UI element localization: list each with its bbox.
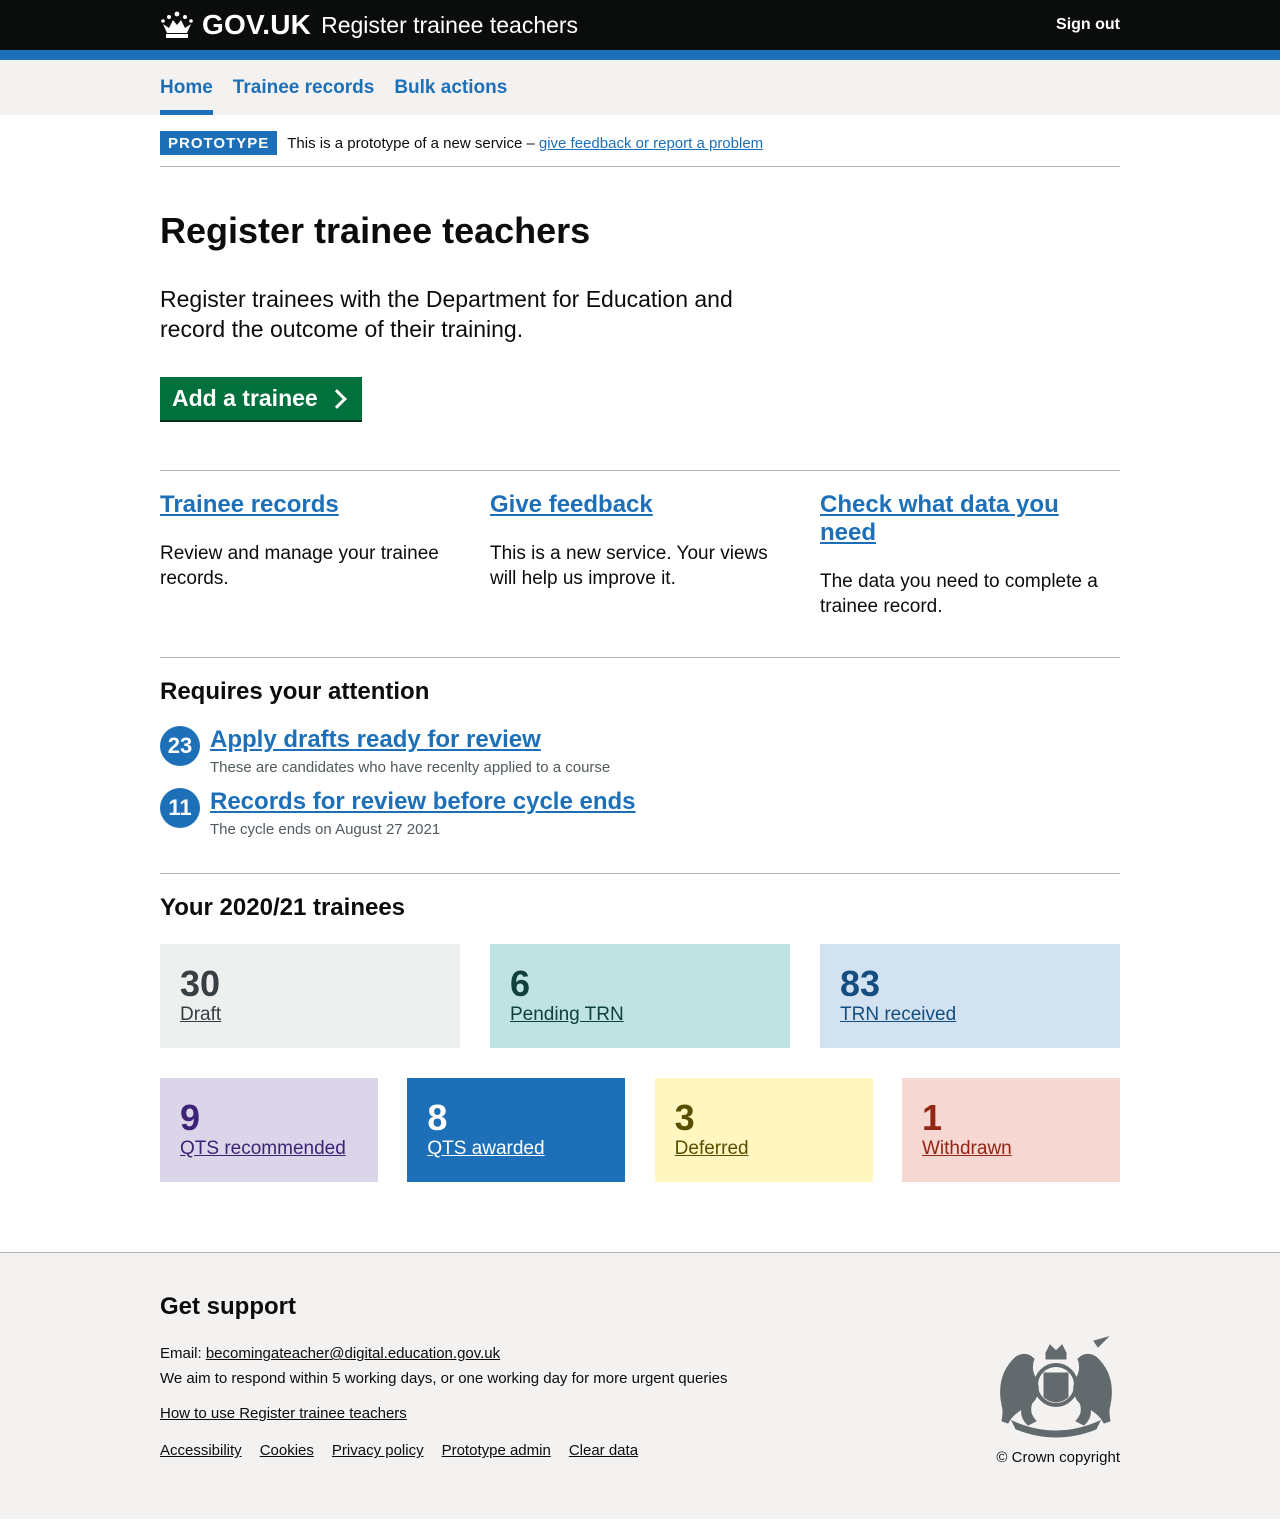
attention-hint: These are candidates who have recenlty applied to a course: [210, 759, 611, 777]
attention-item: [160, 788, 1120, 838]
stat-link-qts-awarded[interactable]: QTS awarded: [427, 1138, 545, 1160]
main-content: [160, 115, 1120, 1252]
nav-item-bulk-actions[interactable]: Bulk actions: [394, 77, 508, 98]
footer-link-accessibility[interactable]: Accessibility: [160, 1442, 242, 1460]
nav-item-trainee-records[interactable]: Trainee records: [232, 77, 375, 98]
support-heading: Get support: [160, 1293, 296, 1321]
add-trainee-button[interactable]: [160, 377, 362, 420]
stat-qts-recommended: [160, 1078, 378, 1182]
stat-count: 83: [840, 963, 881, 1005]
phase-text: This is a prototype of a new service –: [287, 134, 535, 152]
stat-link-withdrawn[interactable]: Withdrawn: [921, 1138, 1012, 1160]
stat-link-deferred[interactable]: Deferred: [674, 1138, 749, 1160]
stat-count: 1: [921, 1097, 943, 1139]
phase-tag: PROTOTYPE: [160, 131, 277, 155]
govuk-home-link[interactable]: [160, 9, 311, 41]
feedback-link[interactable]: give feedback or report a problem: [538, 134, 764, 152]
how-to-use-link[interactable]: How to use Register trainee teachers: [160, 1405, 407, 1423]
stat-withdrawn: [902, 1078, 1120, 1182]
stat-qts-awarded: [407, 1078, 625, 1182]
card-text: The data you need to complete a trainee record.: [820, 571, 1098, 618]
footer-links: [160, 1442, 1120, 1459]
service-name-link[interactable]: Register trainee teachers: [321, 11, 579, 38]
stat-count: 9: [180, 1097, 201, 1139]
trainees-section: [160, 874, 1120, 1252]
stat-link-trn-received[interactable]: TRN received: [840, 1004, 957, 1026]
card-text: Review and manage your trainee records.: [160, 543, 439, 590]
stat-link-draft[interactable]: Draft: [180, 1004, 222, 1026]
govuk-logotype: GOV.UK: [202, 9, 312, 40]
trainees-heading: Your 2020/21 trainees: [160, 894, 406, 922]
stat-count: 30: [180, 963, 221, 1005]
stat-draft: [160, 944, 460, 1048]
footer-link-prototype-admin[interactable]: Prototype admin: [441, 1442, 551, 1460]
card-link-trainee-records[interactable]: Trainee records: [160, 491, 339, 519]
count-badge: 11: [160, 788, 200, 828]
stat-count: 6: [510, 963, 531, 1005]
response-text: We aim to respond within 5 working days, or one working day for more urgent queries: [160, 1370, 728, 1388]
apply-drafts-link[interactable]: Apply drafts ready for review: [210, 726, 541, 754]
stat-count: 3: [674, 1097, 695, 1139]
chevron-right-icon: [327, 389, 347, 409]
phase-banner: [160, 115, 1120, 167]
email-label: Email:: [160, 1345, 206, 1363]
quick-links: [160, 471, 1120, 657]
lead-paragraph: Register trainees with the Department for Education and record the outcome of their training.: [160, 286, 733, 343]
stat-pending-trn: [490, 944, 790, 1048]
card-link-check-data[interactable]: Check what data you need: [820, 491, 1059, 547]
card-text: This is a new service. Your views will help us improve it.: [490, 543, 768, 590]
card-check-data: [820, 491, 1120, 619]
footer-link-cookies[interactable]: Cookies: [259, 1442, 314, 1460]
add-trainee-label: Add a trainee: [172, 385, 318, 412]
site-footer: [0, 1252, 1280, 1519]
primary-navigation: [0, 60, 1280, 115]
crown-copyright: © Crown copyright: [996, 1449, 1120, 1467]
royal-coat-of-arms-icon: [992, 1335, 1120, 1439]
footer-link-privacy[interactable]: Privacy policy: [331, 1442, 424, 1460]
stat-deferred: [655, 1078, 873, 1182]
page-title: Register trainee teachers: [160, 210, 591, 251]
footer-link-clear-data[interactable]: Clear data: [568, 1442, 639, 1460]
support-text: [160, 1341, 1120, 1391]
card-give-feedback: [490, 491, 790, 619]
count-badge: 23: [160, 726, 200, 766]
attention-hint: The cycle ends on August 27 2021: [210, 821, 441, 839]
card-link-give-feedback[interactable]: Give feedback: [490, 491, 653, 519]
attention-item: [160, 726, 1120, 776]
stat-link-pending-trn[interactable]: Pending TRN: [510, 1004, 624, 1026]
stat-count: 8: [427, 1097, 448, 1139]
stat-trn-received: [820, 944, 1120, 1048]
sign-out-link[interactable]: Sign out: [1056, 16, 1120, 33]
records-review-link[interactable]: Records for review before cycle ends: [210, 788, 636, 816]
attention-heading: Requires your attention: [160, 678, 430, 706]
support-email-link[interactable]: becomingateacher@digital.education.gov.uk: [205, 1345, 501, 1363]
attention-section: [160, 658, 1120, 873]
card-trainee-records: [160, 491, 460, 619]
crown-icon: [160, 11, 194, 39]
stat-link-qts-recommended[interactable]: QTS recommended: [180, 1138, 346, 1160]
nav-item-home[interactable]: Home: [160, 60, 213, 115]
site-header: [0, 0, 1280, 60]
